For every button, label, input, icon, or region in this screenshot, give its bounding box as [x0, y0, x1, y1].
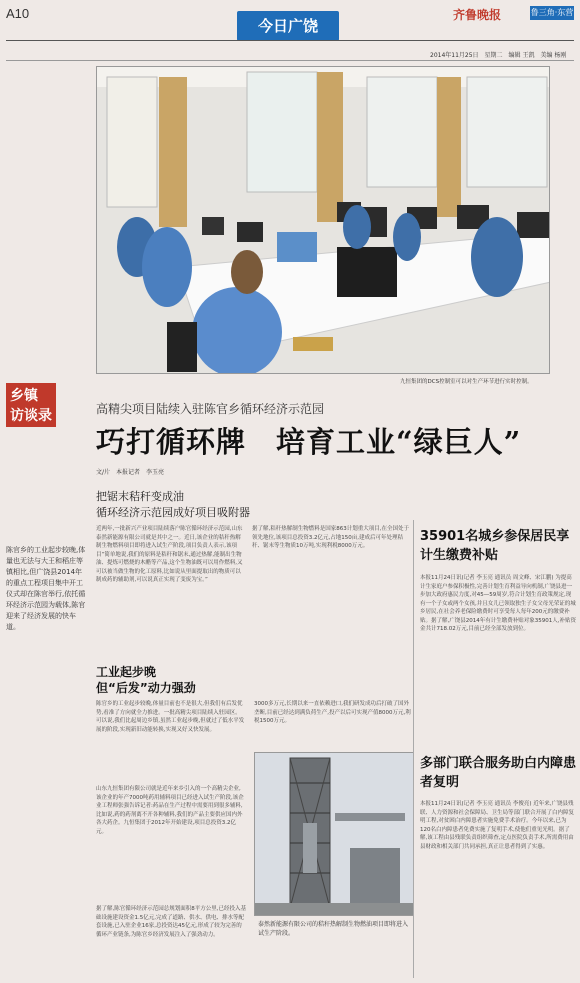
article-para-4: 山东九恒集团有限公司就是近年来乡引入的一个高精尖企业,该企业的年产7000吨药用辅料项目已经进入试生产阶段,该企业工程师张强告诉记者:药品在生产过程中需要用到很多辅料,比如说,药的药剂离不开各种辅料,我们的产品主要供应国内外各大药企。九恒集团于2012年开始建设,项目总投资3.2亿元。: [96, 786, 244, 835]
right-headline-1: 35901名城乡参保居民享计生缴费补贴: [420, 529, 570, 563]
edition-badge: 鲁三角·东营: [530, 6, 574, 20]
subhead-1-line1: 把锯末秸秆变成油: [96, 490, 184, 503]
article-para-6: 据了解,陈官循环经济示范园总规划面积8平方公里,已经投入基础设施建设资金1.5亿元,完成了道路、供水、供电、排水等配套设施,已入驻企业16家,总投资达45亿元,形成了较为完善的循环产业链条,为陈官乡经济发展注入了强劲动力。: [96, 906, 246, 938]
side-column: [6, 383, 86, 633]
column-divider: [413, 520, 414, 978]
article-para-1: 近两年,一批新兴产业项目陆续落户陈官循环经济示范园,山东泰然新能源有限公司就是其中之一。近日,该企业的秸秆热解制生物燃料项目即将进入试生产阶段,项目负责人表示,该项目“简单地说,我们的原料是秸秆和锯末,通过热解,能制出生物油、提炼可燃烧的木醋等产品,这个生物油既可以用作燃料,又可以被当做生物的化工原料,比如说从里面提取出的物质可以制成药的辅助剂,可以说真正实现了变废为宝。”: [96, 526, 243, 583]
right-body-1: 本报11月24日讯(记者 李玉亮 通讯员 周文峰、宋江鹏) 为提高计生家庭户参保积极性,完善计划生育利益导向机制,广饶县进一步加大政府惠民力度,对45—59周岁,符合计划生育政策规定,现有一个子女或两个女孩,并且女儿已领取独生子女父母光荣证的城乡居民,在社会养老保险缴费时可享受每人每年200元的缴费补贴。据了解,广饶县2014年有计生缴费补贴对象35901人,补贴资金共计718.02万元,目前已经全部发放到位。: [420, 575, 576, 632]
subhead-1: [96, 489, 250, 521]
article-para-5: 3000多万元,长期以来一直依赖进口,我们研发成功后打破了国外垄断,目前已经达到满负荷生产,投产以后可实现产值8000万元,利税1500万元。: [254, 701, 411, 724]
right-headline-2: 多部门联合服务助白内障患者复明: [420, 756, 577, 790]
article-para-3: 陈官乡的工业起步较晚,体量目前也不是很大,但我们有后发优势,看准了方向就全力推进。一批高精尖项目陆续入驻园区。可以说,我们比起周边乡镇,虽然工业起步晚,但就过了低水平发展的阶段,实现新旧动能转换,实现又好又快发展。: [96, 701, 245, 733]
article-headline: 巧打循环牌 培育工业“绿巨人”: [96, 425, 522, 459]
header-rule: [6, 40, 574, 41]
page-meta: 2014年11月25日 星期二 编辑 王凯 美编 杨刚: [430, 52, 567, 59]
photo-caption: 九恒集团的DCS控制室可以对生产环节进行实时控制。: [400, 379, 533, 385]
column-tag: [6, 383, 56, 427]
subhead-2: [96, 664, 196, 696]
tower-photo-caption: 泰然新能源有限公司的秸秆热解制生物燃油项目即将进入试生产阶段。: [258, 921, 409, 937]
right-body-2: 本报11月24日讯(记者 李玉亮 通讯员 李俊亮) 近年来,广饶县残联、人力资源和社会保障局、卫生局等部门联合开展了白内障复明工程,对贫困白内障患者实施免费手术治疗。今年以来,已为120名白内障患者免费实施了复明手术,使他们重见光明。据了解,该工程由县残联负责组织筛查,定点医院负责手术,所需费用由县财政和相关部门共同承担,真正让患者得到了实惠。: [420, 801, 575, 850]
control-room-photo: [96, 66, 550, 374]
article-byline: 文/片 本报记者 李玉亮: [96, 469, 165, 476]
newspaper-logo: 齐鲁晚报: [453, 8, 502, 22]
page-number: A10: [6, 6, 30, 21]
control-room-illustration: [97, 67, 550, 374]
subhead-2-line1: 工业起步晚: [96, 665, 157, 679]
header-rule-2: [6, 60, 574, 61]
subhead-1-line2: 循环经济示范园成好项目吸附器: [96, 506, 250, 519]
section-tab: 今日广饶: [237, 11, 339, 41]
subhead-2-line2: 但“后发”动力强劲: [96, 681, 196, 695]
tower-photo: [254, 752, 414, 916]
article-para-2: 据了解,秸秆热解制生物燃料是国家863计划重大项目,在全国处于领先地位,该项目总投资3.2亿元,占地150亩,建成后可年处理秸秆、锯末等生物质10万吨,实现利税8000万元。: [252, 526, 409, 549]
column-tag-line1: 乡镇: [10, 388, 38, 404]
column-tag-line2: 访谈录: [10, 408, 52, 424]
tower-illustration: [255, 753, 414, 916]
side-intro: 陈官乡的工业起步较晚,体量也无法与大王和稻庄等镇相比,但广饶县2014年的重点工程项目集中开工仪式却在陈官举行,依托循环经济示范园为载体,陈官迎来了经济发展的快车道。: [6, 546, 86, 631]
article-kicker: 高精尖项目陆续入驻陈官乡循环经济示范园: [96, 402, 325, 416]
